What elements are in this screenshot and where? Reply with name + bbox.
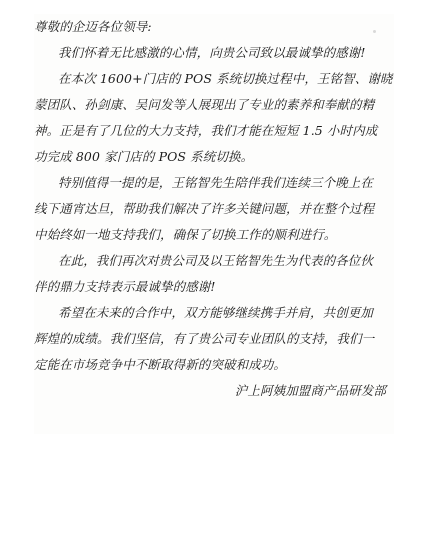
paragraph-line: 线下通宵达旦，帮助我们解决了许多关键问题，并在整个过程 (34, 201, 375, 216)
paragraph-line: 辉煌的成绩。我们坚信，有了贵公司专业团队的支持，我们一 (34, 331, 375, 346)
signature: 沪上阿姨加盟商产品研发部 (234, 383, 386, 398)
salutation: 尊敬的企迈各位领导: (34, 19, 152, 34)
paragraph-line: 功完成 800 家门店的 POS 系统切换。 (34, 149, 254, 164)
paragraph-line: 在此，我们再次对贵公司及以王铭智先生为代表的各位伙 (58, 253, 374, 268)
paragraph-line: 神。正是有了几位的大力支持，我们才能在短短 1.5 小时内成 (34, 123, 378, 138)
letter-page (34, 14, 394, 434)
paragraph-line: 蒙团队、孙剑康、吴问发等人展现出了专业的素养和奉献的精 (34, 97, 375, 112)
paragraph-line: 定能在市场竞争中不断取得新的突破和成功。 (34, 357, 287, 372)
paragraph-line: 伴的鼎力支持表示最诚挚的感谢! (34, 279, 216, 294)
paragraph-line: 希望在未来的合作中，双方能够继续携手并肩，共创更加 (58, 305, 374, 320)
paragraph-line: 特别值得一提的是，王铭智先生陪伴我们连续三个晚上在 (58, 175, 374, 190)
paragraph-line: 在本次 1600+门店的 POS 系统切换过程中，王铭智、谢晓 (58, 71, 393, 86)
paragraph-line: 中始终如一地支持我们，确保了切换工作的顺利进行。 (34, 227, 337, 242)
paragraph-line: 我们怀着无比感激的心情，向贵公司致以最诚挚的感谢! (58, 45, 366, 60)
